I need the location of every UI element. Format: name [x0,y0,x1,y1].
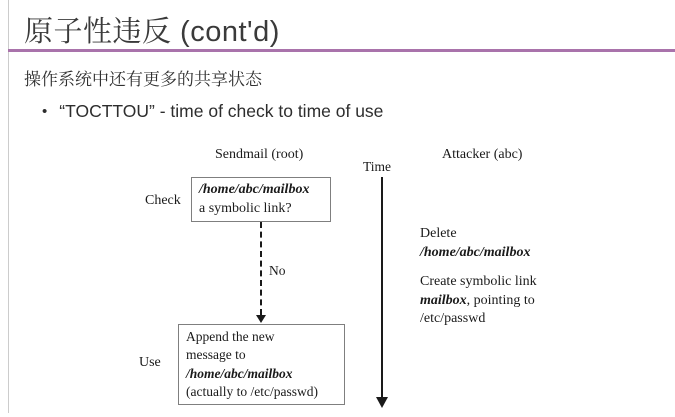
time-axis-arrowhead-icon [376,397,388,408]
no-branch-dashed-line [260,222,262,315]
use-box-path: /home/abc/mailbox [186,365,293,381]
attacker-create-target: /etc/passwd [420,311,486,327]
no-branch-label: No [269,263,286,278]
check-step-label: Check [145,193,181,208]
use-box-line2: message to [186,347,246,363]
slide-title: 原子性违反 (cont'd) [24,16,280,48]
check-box-path: /home/abc/mailbox [199,182,310,197]
attacker-delete-action [420,225,537,262]
attacker-create-action [420,273,537,329]
use-box-line1: Append the new [186,329,275,344]
slide-left-border [8,0,9,413]
time-axis-line [381,177,383,399]
use-box-line4: (actually to /etc/passwd) [186,384,318,400]
sendmail-column-label: Sendmail (root) [215,147,304,162]
attacker-create-line1: Create symbolic link [420,274,537,290]
bullet-icon: • [42,103,48,120]
attacker-create-path: mailbox [420,292,467,308]
attacker-delete-label: Delete [420,226,457,241]
attacker-create-rest: , pointing to [466,292,535,308]
attacker-actions [420,225,537,329]
use-step-label: Use [139,355,161,370]
attacker-delete-path: /home/abc/mailbox [420,244,531,260]
bullet-item-tocttou [42,101,383,122]
no-branch-arrowhead-icon [256,315,266,323]
title-accent-rule [8,49,675,52]
bullet-text: “TOCTTOU” - time of check to time of use [59,101,384,121]
slide-subtitle: 操作系统中还有更多的共享状态 [24,70,262,89]
check-box-question: a symbolic link? [199,201,292,217]
attacker-column-label: Attacker (abc) [442,147,523,162]
time-axis-label: Time [363,159,392,174]
use-step-box [178,324,345,405]
check-step-box [191,177,331,222]
